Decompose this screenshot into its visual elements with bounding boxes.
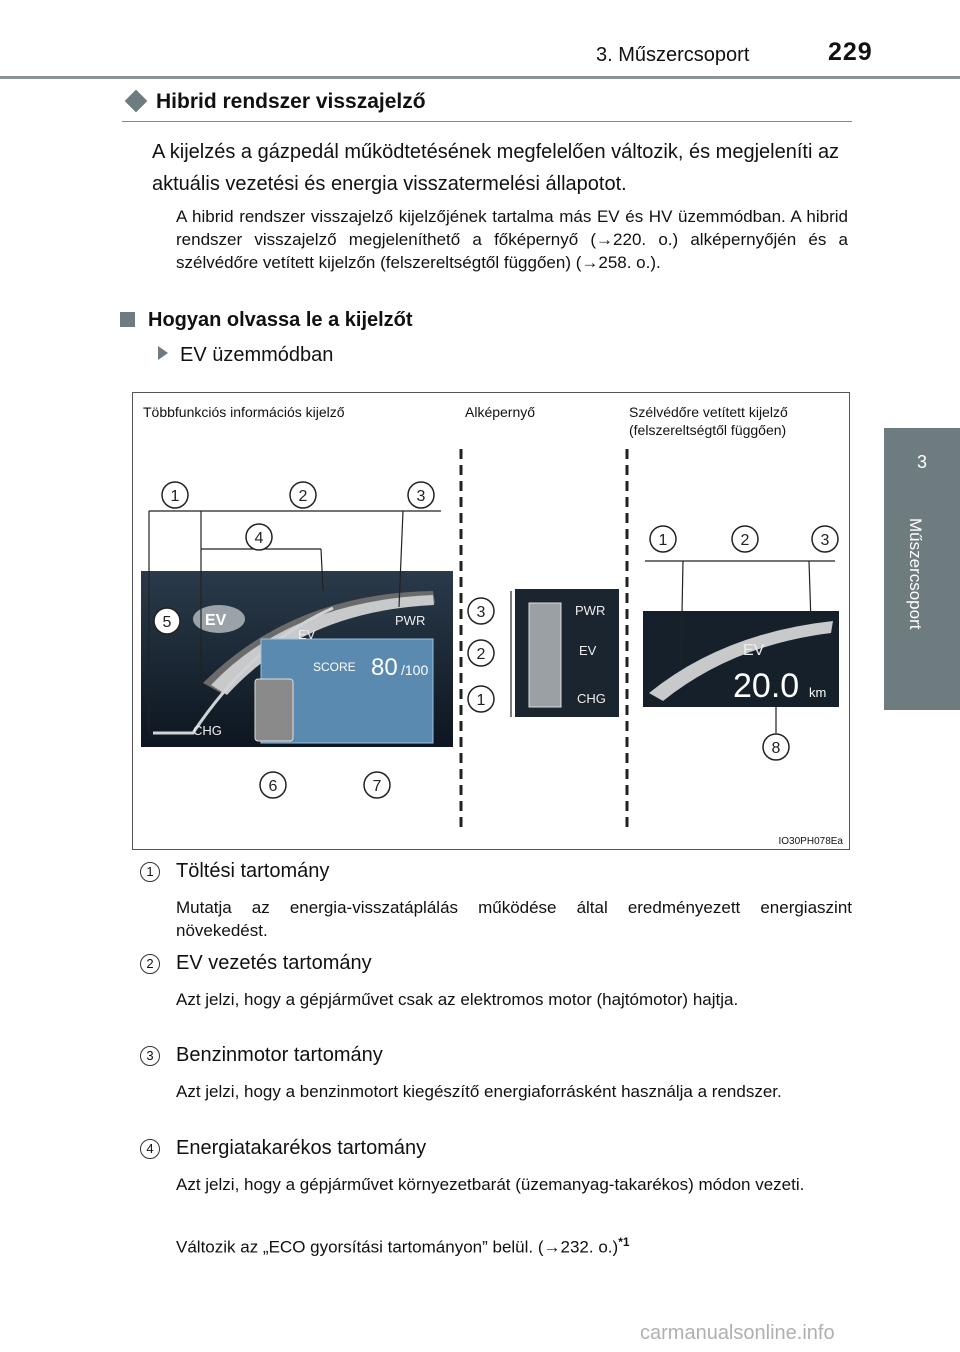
callout-7: 7 xyxy=(372,778,382,795)
label-sub-screen: Alképernyő xyxy=(465,404,536,420)
sub-ev-label: EV xyxy=(579,643,597,658)
label-hud: Szélvédőre vetített kijelző (felszereltségtől függően) xyxy=(629,404,788,438)
figure-artwork xyxy=(133,393,849,849)
section-heading xyxy=(124,90,426,114)
footnote-marker: *1 xyxy=(618,1235,630,1249)
mfd-score-value: 80 xyxy=(371,654,398,681)
item-number: 3 xyxy=(140,1046,160,1066)
callout-2: 2 xyxy=(298,488,308,505)
item-3 xyxy=(140,1044,852,1134)
sub-bar xyxy=(529,603,561,707)
running-header-section: 3. Műszercsoport xyxy=(596,44,750,66)
item-title: EV vezetés tartomány xyxy=(176,952,372,974)
callout-1-sub: 1 xyxy=(476,692,486,709)
mode-heading xyxy=(158,344,333,367)
mfd-pwr-label: PWR xyxy=(395,613,426,628)
sub-pwr-label: PWR xyxy=(575,603,606,618)
item-2 xyxy=(140,952,852,1042)
item-number: 1 xyxy=(140,862,160,882)
square-bullet-icon xyxy=(120,312,135,327)
item-extra-text: Változik az „ECO gyorsítási tartományon” belül. (→232. o.) xyxy=(176,1237,619,1257)
triangle-bullet-icon xyxy=(158,346,168,360)
mfd-ev-badge: EV xyxy=(205,612,227,629)
hud-ev-label: EV xyxy=(743,642,765,659)
callout-6: 6 xyxy=(268,778,278,795)
item-title: Benzinmotor tartomány xyxy=(176,1044,383,1066)
intro-paragraph: A kijelzés a gázpedál működtetésének megfelelően változik, és megjeleníti az aktuális vezetési és energia visszatermelési állapotot. xyxy=(152,141,840,195)
heading-rule xyxy=(122,121,852,122)
item-desc: Azt jelzi, hogy a gépjárművet csak az elektromos motor (hajtómotor) hajtja. xyxy=(176,990,739,1009)
callout-1: 1 xyxy=(170,488,180,505)
figure-code: IO30PH078Ea xyxy=(778,836,843,847)
callout-1-hud: 1 xyxy=(658,532,668,549)
item-desc: Mutatja az energia-visszatáplálás működése által eredményezett energiaszint növekedést. xyxy=(176,898,852,940)
mfd-score-label: SCORE xyxy=(313,660,356,674)
item-desc: Azt jelzi, hogy a benzinmotort kiegészítő energiaforrásként használja a rendszer. xyxy=(176,1082,782,1101)
label-multi-info-display: Többfunkciós információs kijelző xyxy=(143,404,345,420)
callout-3-sub: 3 xyxy=(476,604,486,621)
sub-chg-label: CHG xyxy=(577,691,606,706)
mfd-ev-label: EV xyxy=(298,627,316,642)
subheading xyxy=(120,309,413,332)
subheading-text: Hogyan olvassa le a kijelzőt xyxy=(148,309,413,331)
callout-3: 3 xyxy=(416,488,426,505)
item-desc: Azt jelzi, hogy a gépjárművet környezetbarát (üzemanyag-takarékos) módon vezeti. xyxy=(176,1175,805,1194)
display-figure xyxy=(132,392,850,850)
hud-unit: km xyxy=(809,685,827,700)
section-heading-text: Hibrid rendszer visszajelző xyxy=(156,90,426,113)
item-title: Töltési tartomány xyxy=(176,860,330,882)
mfd-battery xyxy=(255,679,293,741)
item-extra xyxy=(176,1231,630,1259)
item-1 xyxy=(140,860,852,950)
page-number: 229 xyxy=(828,38,873,66)
mode-heading-text: EV üzemmódban xyxy=(180,344,334,366)
header-rule xyxy=(0,76,960,79)
callout-8: 8 xyxy=(771,740,781,757)
callout-2-hud: 2 xyxy=(740,532,750,549)
mfd-chg-label: CHG xyxy=(193,723,222,738)
chapter-tab-label: Műszercsoport xyxy=(906,518,925,630)
item-number: 4 xyxy=(140,1139,160,1159)
callout-3-hud: 3 xyxy=(820,532,830,549)
callout-4: 4 xyxy=(254,530,264,547)
item-title: Energiatakarékos tartomány xyxy=(176,1137,427,1159)
chapter-tab-number: 3 xyxy=(916,452,927,472)
item-4 xyxy=(140,1137,852,1267)
note-paragraph: A hibrid rendszer visszajelző kijelzőjének tartalma más EV és HV üzemmódban. A hibrid rendszer visszajelző megjeleníthető a főképernyő (→220. o.) alképernyőjén és a szélvédőre vetített kijelzőn (felszereltségtől függően) (→258. o.). xyxy=(176,207,848,272)
callout-2-sub: 2 xyxy=(476,646,486,663)
hud-value: 20.0 xyxy=(733,667,800,705)
mfd-score-max: /100 xyxy=(401,662,429,678)
watermark: carmanualsonline.info xyxy=(640,1322,835,1344)
item-number: 2 xyxy=(140,954,160,974)
diamond-bullet-icon xyxy=(125,90,148,113)
callout-5: 5 xyxy=(162,614,172,631)
